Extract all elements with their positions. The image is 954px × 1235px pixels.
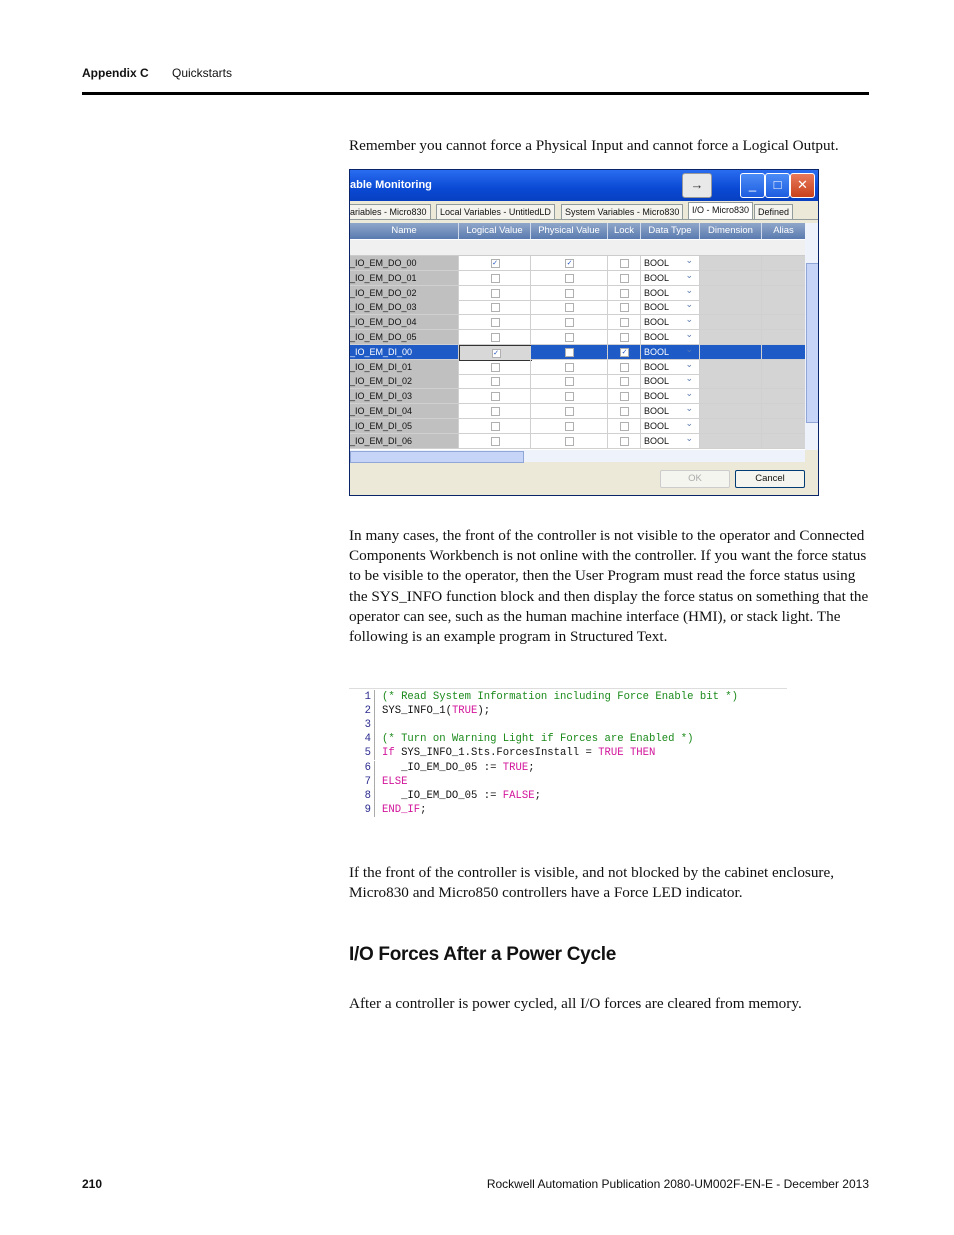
table-row[interactable]	[350, 330, 805, 345]
dimension-cell[interactable]	[700, 330, 762, 345]
alias-cell[interactable]	[762, 271, 806, 286]
checkbox[interactable]	[565, 348, 574, 357]
lock-cell[interactable]	[608, 434, 641, 449]
line-number: 1	[349, 690, 375, 704]
data-type-value: BOOL	[644, 406, 670, 416]
checkbox[interactable]	[565, 363, 574, 372]
section-heading: I/O Forces After a Power Cycle	[349, 944, 616, 965]
data-type-value: BOOL	[644, 346, 670, 357]
col-name[interactable]: Name	[350, 223, 459, 239]
logical-value-cell[interactable]	[459, 315, 531, 330]
physical-value-cell[interactable]	[531, 374, 608, 389]
vertical-scrollbar[interactable]	[805, 223, 818, 450]
physical-value-cell[interactable]	[531, 419, 608, 434]
chevron-down-icon[interactable]: ⌄	[685, 343, 693, 354]
lock-cell[interactable]	[608, 286, 641, 301]
checkbox[interactable]	[491, 289, 500, 298]
physical-value-cell[interactable]	[531, 300, 608, 315]
checkbox[interactable]: ✓	[621, 348, 628, 356]
lock-cell[interactable]	[608, 300, 641, 315]
dimension-cell[interactable]	[700, 315, 762, 330]
checkbox[interactable]: ✓	[493, 349, 499, 357]
lock-cell[interactable]	[608, 271, 641, 286]
physical-value-cell[interactable]	[531, 404, 608, 419]
checkbox[interactable]	[620, 392, 629, 401]
structured-text-code	[349, 688, 787, 819]
logical-value-cell[interactable]	[459, 345, 532, 361]
code-text	[382, 789, 541, 803]
col-physical-value[interactable]: Physical Value	[531, 223, 608, 239]
checkbox[interactable]	[565, 377, 574, 386]
variable-name[interactable]: _IO_EM_DO_02	[350, 286, 459, 301]
table-row[interactable]	[350, 419, 805, 434]
lock-cell[interactable]	[608, 360, 641, 375]
led-paragraph: If the front of the controller is visible, and not blocked by the cabinet enclosure, Micro830 and Micro850 controllers have a Force LED indicator.	[349, 864, 835, 902]
logical-value-cell[interactable]	[459, 404, 531, 419]
chevron-down-icon[interactable]: ⌄	[685, 432, 693, 443]
checkbox[interactable]	[620, 407, 629, 416]
code-token: ELSE	[382, 775, 408, 788]
code-token: ;	[528, 761, 535, 774]
checkbox[interactable]	[491, 422, 500, 431]
cancel-button[interactable]: Cancel	[735, 470, 805, 488]
col-lock[interactable]: Lock	[608, 223, 641, 239]
table-row[interactable]	[350, 256, 805, 271]
checkbox[interactable]	[491, 407, 500, 416]
checkbox[interactable]	[491, 377, 500, 386]
code-token: ;	[420, 803, 427, 816]
table-row[interactable]	[350, 300, 805, 315]
data-type-value: BOOL	[644, 361, 670, 372]
alias-cell[interactable]	[762, 300, 806, 315]
lock-cell[interactable]	[608, 256, 641, 271]
data-type-value: BOOL	[644, 420, 670, 431]
dimension-cell[interactable]	[700, 360, 762, 375]
checkbox[interactable]	[565, 437, 574, 446]
variable-name[interactable]: _IO_EM_DO_01	[350, 271, 459, 286]
line-number: 2	[349, 704, 375, 718]
data-type-value: BOOL	[644, 287, 670, 298]
alias-cell[interactable]	[762, 434, 806, 449]
chevron-down-icon[interactable]: ⌄	[685, 329, 693, 339]
lock-cell[interactable]	[608, 374, 641, 389]
checkbox[interactable]	[620, 363, 629, 372]
checkbox[interactable]	[491, 333, 500, 342]
logical-value-cell[interactable]	[459, 300, 531, 315]
logical-value-cell[interactable]	[459, 434, 531, 449]
lock-cell[interactable]	[608, 389, 641, 404]
table-row[interactable]	[350, 434, 805, 449]
line-number: 7	[349, 775, 375, 789]
tab-system-variables[interactable]: System Variables - Micro830	[561, 204, 683, 219]
minimize-icon[interactable]: _	[740, 173, 765, 198]
line-number: 3	[349, 718, 375, 732]
chevron-down-icon[interactable]: ⌄	[685, 284, 693, 295]
variable-name[interactable]: _IO_EM_DO_04	[350, 315, 459, 330]
dialog-titlebar	[350, 170, 818, 201]
chevron-down-icon[interactable]: ⌄	[685, 299, 693, 310]
table-row[interactable]	[350, 389, 805, 404]
filter-row[interactable]	[350, 240, 805, 256]
line-number: 6	[349, 761, 375, 775]
chevron-down-icon[interactable]: ⌄	[685, 417, 693, 428]
table-row[interactable]	[350, 345, 805, 360]
physical-value-cell[interactable]	[531, 271, 608, 286]
lock-cell[interactable]	[608, 330, 641, 345]
physical-value-cell[interactable]	[531, 315, 608, 330]
alias-cell[interactable]	[762, 360, 806, 375]
table-row[interactable]	[350, 404, 805, 419]
variable-name[interactable]: _IO_EM_DI_05	[350, 419, 459, 434]
col-dimension[interactable]: Dimension	[700, 223, 762, 239]
checkbox[interactable]	[565, 333, 574, 342]
appendix-label: Appendix C	[82, 66, 149, 80]
checkbox[interactable]	[620, 437, 629, 446]
maximize-icon[interactable]: □	[765, 173, 790, 198]
checkbox[interactable]	[491, 274, 500, 283]
publication-info: Rockwell Automation Publication 2080-UM002F-EN-E - December 2013	[486, 1177, 869, 1191]
lock-cell[interactable]	[608, 404, 641, 419]
checkbox[interactable]	[491, 363, 500, 372]
tab-global-variables[interactable]: ariables - Micro830	[349, 204, 431, 219]
col-data-type[interactable]: Data Type	[641, 223, 700, 239]
checkbox[interactable]	[565, 422, 574, 431]
data-type-value: BOOL	[644, 302, 670, 313]
checkbox[interactable]	[565, 274, 574, 283]
variable-name[interactable]: _IO_EM_DI_02	[350, 374, 459, 389]
ok-button[interactable]: OK	[660, 470, 730, 488]
data-type-value: BOOL	[644, 317, 670, 328]
chevron-down-icon[interactable]: ⌄	[685, 373, 693, 384]
checkbox[interactable]	[565, 289, 574, 298]
page-number: 210	[82, 1177, 103, 1191]
physical-value-cell[interactable]	[531, 330, 608, 345]
alias-cell[interactable]	[762, 315, 806, 330]
variable-name[interactable]: _IO_EM_DI_04	[350, 404, 459, 419]
checkbox[interactable]	[620, 333, 629, 342]
alias-cell[interactable]	[762, 389, 806, 404]
code-text	[382, 775, 407, 789]
checkbox[interactable]	[491, 318, 500, 327]
dimension-cell[interactable]	[700, 256, 762, 271]
variable-name[interactable]: _IO_EM_DI_06	[350, 434, 459, 449]
code-token: SYS_INFO_1.Sts.ForcesInstall =	[401, 747, 599, 760]
code-text	[382, 803, 427, 817]
lock-cell[interactable]	[608, 419, 641, 434]
chevron-down-icon[interactable]: ⌄	[685, 358, 693, 369]
logical-value-cell[interactable]	[459, 286, 531, 301]
alias-cell[interactable]	[762, 419, 806, 434]
code-token: FALSE	[502, 789, 535, 802]
code-token: TRUE	[451, 705, 478, 718]
logical-value-cell[interactable]	[459, 330, 531, 345]
alias-cell[interactable]	[762, 345, 806, 360]
variable-monitoring-dialog	[349, 169, 819, 496]
col-logical-value[interactable]: Logical Value	[459, 223, 531, 239]
checkbox[interactable]	[620, 274, 629, 283]
logical-value-cell[interactable]	[459, 389, 531, 404]
table-row[interactable]	[350, 360, 805, 375]
line-number: 5	[349, 746, 375, 760]
checkbox[interactable]: ✓	[566, 260, 573, 267]
code-text	[382, 732, 694, 746]
code-token: END_IF	[382, 803, 421, 816]
variable-name[interactable]: _IO_EM_DO_03	[350, 300, 459, 315]
code-token: ;	[534, 789, 541, 802]
code-token: TRUE THEN	[598, 747, 656, 760]
checkbox[interactable]	[620, 259, 629, 268]
body-paragraph: In many cases, the front of the controller is not visible to the operator and Connected Components Workbench is not online with the controller. If you want the force status to be visible to the operator, then the User Program must read the force status using the SYS_INFO function block and then display the force status on something that the operator can see, such as the human machine interface (HMI), or stack light. The following is an example program in Structured Text.	[349, 527, 869, 646]
lock-cell[interactable]	[608, 345, 641, 360]
physical-value-cell[interactable]	[531, 286, 608, 301]
data-type-value: BOOL	[644, 376, 670, 387]
physical-value-cell[interactable]	[531, 345, 608, 360]
code-token: _IO_EM_DO_05 :=	[382, 789, 503, 802]
dialog-title: able Monitoring	[350, 179, 432, 191]
code-text	[382, 704, 490, 718]
variable-name[interactable]: _IO_EM_DO_00	[350, 256, 459, 271]
checkbox[interactable]	[620, 422, 629, 431]
variable-grid	[350, 223, 805, 450]
code-token: );	[477, 705, 491, 718]
table-row[interactable]	[350, 271, 805, 286]
dimension-cell[interactable]	[700, 404, 762, 419]
alias-cell[interactable]	[762, 374, 806, 389]
pin-arrow-icon[interactable]: →	[682, 173, 712, 198]
variable-name[interactable]: _IO_EM_DI_03	[350, 389, 459, 404]
table-row[interactable]	[350, 374, 805, 389]
dimension-cell[interactable]	[700, 300, 762, 315]
checkbox[interactable]	[491, 392, 500, 401]
checkbox[interactable]	[620, 289, 629, 298]
horizontal-scrollbar[interactable]	[350, 450, 805, 462]
chevron-down-icon[interactable]: ⌄	[685, 269, 693, 280]
table-row[interactable]	[350, 315, 805, 330]
line-number: 4	[349, 732, 375, 746]
code-token: If	[382, 747, 402, 760]
checkbox[interactable]	[565, 303, 574, 312]
physical-value-cell[interactable]	[531, 389, 608, 404]
line-number: 8	[349, 789, 375, 803]
checkbox[interactable]	[565, 392, 574, 401]
logical-value-cell[interactable]	[459, 374, 531, 389]
checkbox[interactable]	[491, 303, 500, 312]
code-token: (* Read System Information including Force Enable bit *)	[382, 691, 739, 703]
chevron-down-icon[interactable]: ⌄	[685, 388, 693, 399]
data-type-value: BOOL	[644, 272, 670, 283]
variable-name[interactable]: _IO_EM_DI_01	[350, 360, 459, 375]
lock-cell[interactable]	[608, 315, 641, 330]
code-token: _IO_EM_DO_05 :=	[382, 761, 503, 774]
data-type-value: BOOL	[644, 435, 670, 446]
logical-value-cell[interactable]	[459, 419, 531, 434]
dimension-cell[interactable]	[700, 271, 762, 286]
alias-cell[interactable]	[762, 330, 806, 345]
data-type-value: BOOL	[644, 391, 670, 402]
logical-value-cell[interactable]	[459, 360, 531, 375]
dialog-tabs	[350, 203, 818, 220]
tab-io[interactable]: I/O - Micro830	[688, 202, 753, 219]
dimension-cell[interactable]	[700, 374, 762, 389]
chevron-down-icon[interactable]: ⌄	[685, 314, 693, 325]
data-type-value: BOOL	[644, 332, 670, 342]
variable-name[interactable]: _IO_EM_DI_00	[350, 345, 459, 360]
logical-value-cell[interactable]	[459, 256, 531, 271]
code-token: (* Turn on Warning Light if Forces are Enabled *)	[382, 733, 694, 746]
data-type-value: BOOL	[644, 258, 670, 268]
code-token: TRUE	[502, 761, 529, 774]
alias-cell[interactable]	[762, 404, 806, 419]
dimension-cell[interactable]	[700, 389, 762, 404]
checkbox[interactable]	[565, 407, 574, 416]
alias-cell[interactable]	[762, 286, 806, 301]
section-paragraph: After a controller is power cycled, all I/O forces are cleared from memory.	[349, 995, 802, 1012]
line-number: 9	[349, 803, 375, 817]
chevron-down-icon[interactable]: ⌄	[685, 255, 693, 265]
physical-value-cell[interactable]	[531, 434, 608, 449]
dimension-cell[interactable]	[700, 419, 762, 434]
checkbox[interactable]	[565, 318, 574, 327]
dimension-cell[interactable]	[700, 434, 762, 449]
checkbox[interactable]: ✓	[492, 260, 498, 267]
physical-value-cell[interactable]	[531, 360, 608, 375]
code-text	[382, 761, 535, 775]
dimension-cell[interactable]	[700, 286, 762, 301]
logical-value-cell[interactable]	[459, 271, 531, 286]
checkbox[interactable]	[491, 437, 500, 446]
table-row[interactable]	[350, 286, 805, 301]
code-text	[382, 690, 738, 704]
code-text	[382, 746, 655, 760]
close-icon[interactable]: ✕	[790, 173, 815, 198]
checkbox[interactable]	[620, 318, 629, 327]
tab-defined[interactable]: Defined	[754, 204, 793, 219]
alias-cell[interactable]	[762, 256, 806, 271]
col-alias[interactable]: Alias	[762, 223, 806, 239]
checkbox[interactable]	[620, 303, 629, 312]
checkbox[interactable]	[620, 377, 629, 386]
dimension-cell[interactable]	[700, 345, 762, 360]
tab-local-variables[interactable]: Local Variables - UntitledLD	[436, 204, 555, 219]
chevron-down-icon[interactable]: ⌄	[685, 403, 693, 413]
page-header	[82, 66, 869, 95]
code-token: SYS_INFO_1(	[382, 705, 452, 718]
physical-value-cell[interactable]	[531, 256, 608, 271]
intro-paragraph: Remember you cannot force a Physical Input and cannot force a Logical Output.	[349, 137, 839, 154]
variable-name[interactable]: _IO_EM_DO_05	[350, 330, 459, 345]
data-type-cell[interactable]	[641, 434, 700, 449]
section-label: Quickstarts	[172, 66, 233, 80]
